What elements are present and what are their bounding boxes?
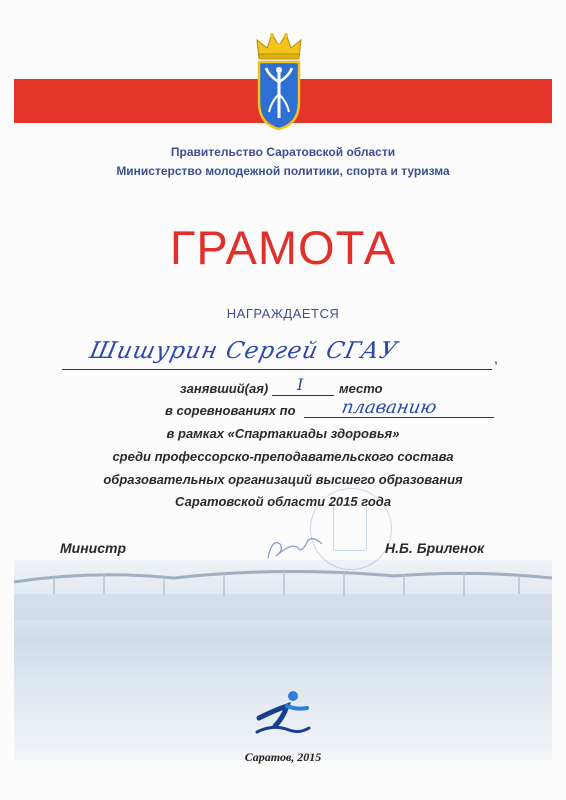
certificate-title: ГРАМОТА <box>169 221 397 274</box>
place-label-after: место <box>339 381 383 396</box>
org-line-government: Правительство Саратовской области <box>170 145 396 159</box>
body-line-4: Саратовской области 2015 года <box>174 494 392 509</box>
body-line-3: образовательных организаций высшего образования <box>103 472 463 487</box>
recipient-name-line <box>62 369 492 370</box>
seal-emblem <box>333 505 367 551</box>
coat-of-arms-icon <box>255 32 303 130</box>
competition-value: плаванию <box>340 397 439 418</box>
place-value: I <box>297 375 304 394</box>
org-line-ministry: Министерство молодежной политики, спорта и туризма <box>116 164 450 178</box>
recipient-name: Шишурин Сергей СГАУ <box>87 338 401 364</box>
place-line <box>272 395 334 396</box>
footer-city-year: Саратов, 2015 <box>244 750 322 764</box>
signatory-position: Министр <box>60 540 127 556</box>
recipient-comma: , <box>494 350 498 366</box>
swimmer-logo-icon <box>253 688 313 738</box>
bridge-background-image <box>14 560 552 620</box>
competition-label: в соревнованиях по <box>165 403 296 418</box>
body-line-2: среди профессорско-преподавательского состава <box>112 449 454 464</box>
awarded-label: НАГРАЖДАЕТСЯ <box>226 306 340 321</box>
place-label-before: занявший(ая) <box>180 381 269 396</box>
crown-icon <box>257 33 301 59</box>
body-line-1: в рамках «Спартакиады здоровья» <box>166 426 400 441</box>
signatory-name: Н.Б. Бриленок <box>385 540 485 556</box>
signature-icon <box>262 530 332 565</box>
